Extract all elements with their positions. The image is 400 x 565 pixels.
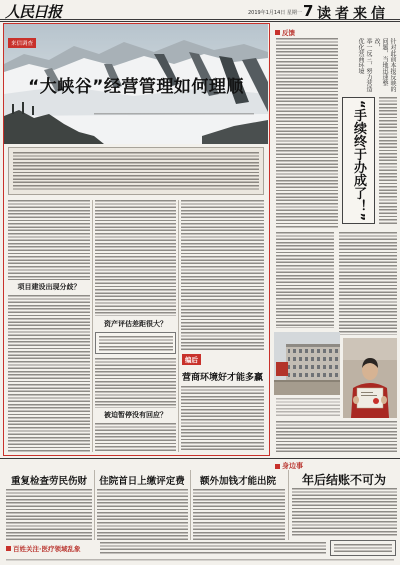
column-rule — [190, 470, 191, 540]
photo-caption — [276, 398, 340, 418]
feedback-label — [275, 28, 295, 37]
nearby-section-label-text: 身边事 — [282, 462, 303, 470]
afterword-headline: 营商环境好才能多赢 — [181, 373, 263, 383]
body-text — [100, 542, 326, 555]
body-text — [95, 358, 176, 408]
section-rule — [0, 458, 400, 459]
body-text — [181, 200, 264, 350]
afterword-text — [181, 386, 264, 452]
afterword-label: 编后 — [182, 354, 201, 365]
body-text — [95, 200, 176, 316]
column-rule — [178, 200, 179, 452]
feedback-body-text — [276, 232, 334, 328]
column-rule — [288, 470, 289, 540]
headline-discharge-fee: 额外加钱才能出院 — [199, 476, 276, 487]
editor-credit-text — [334, 544, 392, 553]
subhead-asset-valuation: 资产评估差距很大？ — [104, 320, 167, 328]
body-text — [193, 489, 285, 540]
feedback-headline-box — [342, 97, 375, 224]
body-text — [6, 489, 92, 540]
feedback-body-text — [379, 97, 397, 225]
feedback-deck — [357, 38, 396, 95]
feedback-label-text: 反馈 — [282, 29, 295, 37]
header-rule-thin — [0, 21, 400, 22]
column-label-text: 百姓关注·医疗领域乱象 — [13, 545, 81, 553]
column-label — [6, 544, 80, 553]
certificate-holder-photo — [343, 338, 397, 418]
building-photo — [274, 332, 340, 395]
body-text — [97, 489, 188, 540]
header-rule — [0, 19, 400, 20]
subhead-project-dispute: 项目建设出现分歧？ — [17, 283, 81, 291]
column-rule — [94, 470, 95, 540]
editor-note-text — [13, 152, 259, 190]
headline-admission-fee: 住院首日上缴评定费 — [99, 476, 185, 487]
headline-repeat-exams: 重复检查劳民伤财 — [10, 476, 87, 487]
pull-quote-text — [99, 336, 173, 351]
editor-credit-box — [330, 540, 396, 556]
feedback-deck-line: 针对此前本报反映的问题，当地迅速整改， — [373, 38, 396, 92]
headline-year-end-settlement: 年后结账不可为 — [301, 473, 386, 487]
feedback-body-text — [339, 232, 397, 335]
feedback-deck-line: 举一反三，努力营造优化营商环境 — [357, 38, 372, 92]
editor-note-box — [8, 147, 264, 195]
feature-headline: “大峡谷”经营管理如何理顺 — [28, 77, 244, 97]
nearby-section-label — [275, 461, 303, 471]
subhead-suspension: 被迫暂停没有回应？ — [104, 411, 167, 419]
feedback-headline: “手续终于办成了！” — [351, 99, 366, 222]
column-rule — [92, 200, 93, 452]
feedback-body-text — [276, 38, 338, 228]
body-text — [8, 295, 90, 452]
section-marker-icon — [275, 30, 280, 35]
section-marker-icon — [275, 464, 280, 469]
page-title: 读者来信 — [317, 6, 389, 22]
body-text — [292, 488, 397, 537]
section-marker-icon — [6, 546, 11, 551]
feature-article — [3, 23, 270, 456]
feature-tag: 来信调查 — [8, 38, 36, 48]
feedback-body-text — [276, 421, 397, 452]
issue-date: 2019年1月14日 星期一 — [248, 10, 302, 16]
footer-text — [6, 559, 394, 562]
page-number: 7 — [303, 2, 314, 20]
pull-quote-box — [95, 332, 176, 354]
body-text — [95, 423, 176, 452]
masthead-logo: 人民日报 — [5, 3, 62, 21]
byline — [94, 113, 254, 116]
body-text — [8, 200, 90, 280]
